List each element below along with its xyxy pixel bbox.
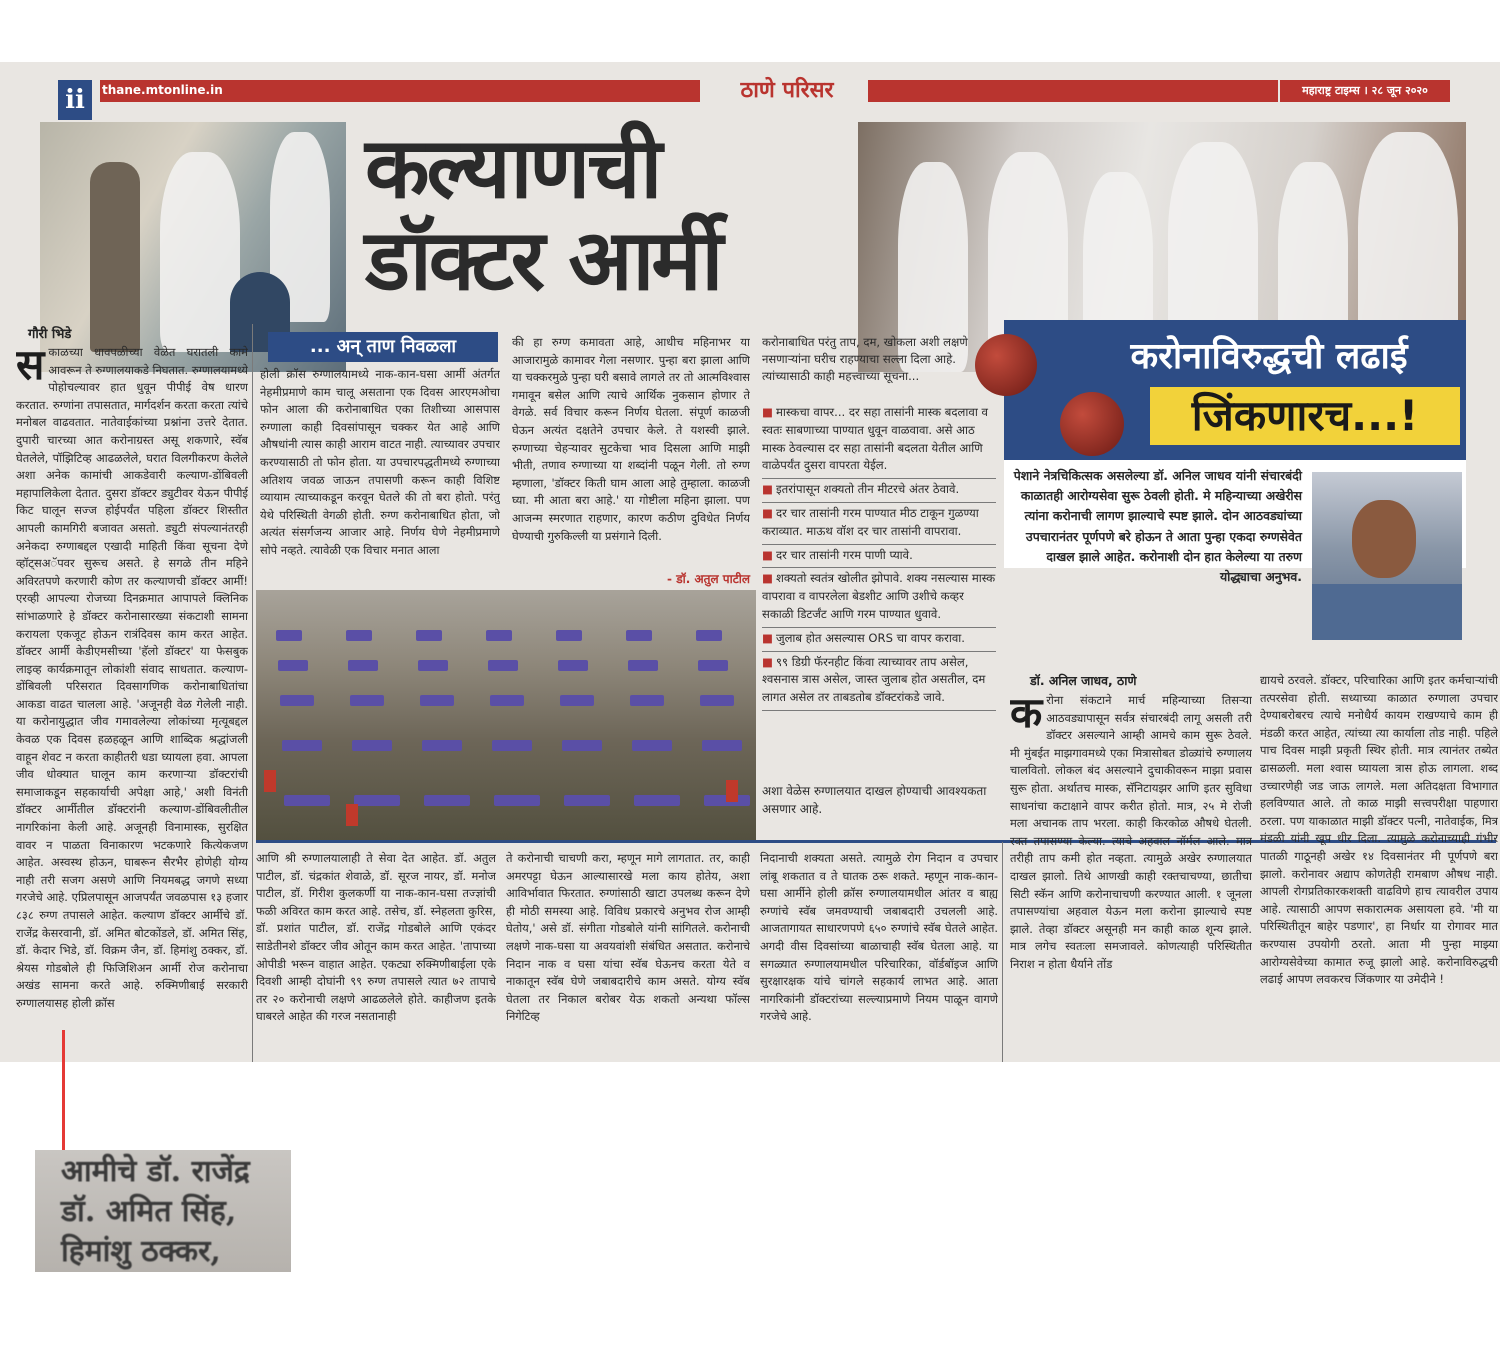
ward-bed bbox=[560, 695, 594, 706]
tip-item: ■ शक्यतो स्वतंत्र खोलीत झोपावे. शक्य नसल्यास मास्क वापरावा व वापरलेला बेडशीट आणि उशीचे कव्हर सकाळी डिटर्जंट आणि गरम पाण्यात धुवावे. bbox=[762, 568, 996, 627]
headline-line-1: कल्याणची bbox=[365, 119, 660, 217]
zoom-inset bbox=[35, 1150, 291, 1272]
ward-bed bbox=[626, 630, 652, 641]
ward-bed bbox=[556, 630, 582, 641]
sidebar-intro: पेशाने नेत्रचिकित्सक असलेल्या डॉ. अनिल जाधव यांनी संचारबंदी काळातही आरोग्यसेवा सुरू ठेवली होती. मे महिन्याच्या अखेरीस त्यांना करोनाची लागण झाल्याचे स्पष्ट झाले. दोन आठवड्यांच्या उपचारानंतर पूर्णपणे बरे होऊन ते आता पुन्हा एकदा रुग्णसेवेत दाखल झाले आहेत. करोनाशी दोन हात केलेल्या या तरुण योद्ध्याचा अनुभव. bbox=[1013, 468, 1302, 585]
sidebar-title-2: जिंकणारच...! bbox=[1150, 387, 1460, 445]
inset-column-a: होली क्रॉस रुग्णालयामध्ये नाक-कान-घसा आर्मी अंतर्गत नेहमीप्रमाणे काम चालू असताना एक दिवस आरएमओचा फोन आला की करोनाबाधित एका तिशीच्या आसपास रुग्णाला काही दिवसांपासून चक्कर येत आहे आणि औषधांनी त्यास काही आराम वाटत नाही. त्याच्यावर उपचार करण्यासाठी तो फोन होता. या उपचारपद्धतीमध्ये रुग्णाच्या अतिशय जवळ जाऊन तपासणी करून काही विशिष्ट व्यायाम त्याच्याकडून करवून घेतले की तो बरा होतो. परंतु येथे परिस्थिती वेगळी होती. रुग्ण करोनाबाधित होता, जो अत्यंत संसर्गजन्य आजार आहे. निर्णय घेणे नेहमीप्रमाणे सोपे नव्हते. त्यावेळी एक विचार मनात आला bbox=[260, 367, 500, 557]
sidebar-column-1 bbox=[1010, 692, 1252, 1062]
article-byline: गौरी भिडे bbox=[28, 327, 72, 342]
tip-item: ■ दर चार तासांनी गरम पाणी प्यावे. bbox=[762, 545, 996, 569]
ward-bed bbox=[280, 695, 314, 706]
ward-bed bbox=[422, 740, 462, 751]
ward-bed bbox=[352, 740, 392, 751]
dropcap: स bbox=[16, 344, 45, 389]
site-url: thane.mtonline.in bbox=[102, 83, 223, 97]
photo-dr-anil-jadhav bbox=[1312, 472, 1462, 640]
tips-list bbox=[762, 402, 996, 711]
dateline: महाराष्ट्र टाइम्स । २८ जून २०२० bbox=[1280, 80, 1450, 102]
headline bbox=[365, 119, 865, 309]
sidebar-byline: डॉ. अनिल जाधव, ठाणे bbox=[1030, 673, 1137, 688]
inset-subhead: ... अन् ताण निवळला bbox=[268, 332, 498, 362]
callout-line bbox=[62, 1030, 65, 1150]
article-column-2: आणि श्री रुग्णालयालाही ते सेवा देत आहेत. डॉ. अतुल पाटील, डॉ. चंद्रकांत शेवाळे, डॉ. सूरज नायर, डॉ. मनोज पाटील, डॉ. गिरीश कुलकर्णी या नाक-कान-घसा तज्ज्ञांची फळी अविरत काम करत आहे. तसेच, डॉ. स्नेहलता कुरिस, डॉ. प्रशांत पाटील, डॉ. राजेंद्र गोडबोले आणि एकंदर साडेतीनशे डॉक्टर जीव ओतून काम करत आहेत. 'तापाच्या ओपीडी भरून वाहात आहेत. एकट्या रुक्मिणीबाईला एके दिवशी आम्ही दोघांनी ९९ रुग्ण तपासले त्यात ७२ तापाचे तर २० करोनाची लक्षणे आढळलेले होते. काहीजण इतके घाबरले आहेत की गरज नसतानाही bbox=[256, 851, 496, 1024]
ward-bed bbox=[490, 695, 524, 706]
sidebar-col1-text: रोना संकटाने मार्च महिन्याच्या तिसऱ्या आठवड्यापासून सर्वत्र संचारबंदी लागू असली तरी डॉक्टर असल्याने आम्ही आमचे काम सुरू ठेवले. मी मुंबईत माझगावमध्ये एका मित्रासोबत डोळ्यांचे रुग्णालय चालवितो. लोकल बंद असल्याने दुचाकीवरून माझा प्रवास सुरू होता. अर्थातच मास्क, सॅनिटायझर आणि इतर सुविधा साधनांचा कटाक्षाने वापर करीत होतो. मात्र, २५ मे रोजी मला अचानक ताप भरला. काही किरकोळ औषधे घेतली. रक्त तपासण्या केल्या. त्याचे अहवाल नॉर्मल आले. मात्र तरीही ताप कमी होत नव्हता. त्यामुळे अखेर रुग्णालयात दाखल झालो. तिथे आणखी काही रक्तचाचण्या, छातीचा सिटी स्कॅन आणि करोनाचाचणी करण्यात आली. १ जूनला तपासण्यांचा अहवाल येऊन मला करोना झाल्याचे स्पष्ट झाले. तेव्हा डॉक्टर असूनही मन काही काळ शून्य झाले. मात्र लगेच स्वतःला समजावले. कोणत्याही परिस्थितीत निराश न होता धैर्याने तोंड bbox=[1010, 693, 1252, 971]
ward-bed bbox=[564, 795, 610, 806]
ward-bed bbox=[278, 660, 308, 671]
tip-item: ■ इतरांपासून शक्यतो तीन मीटरचे अंतर ठेवावे. bbox=[762, 479, 996, 503]
ward-bed bbox=[702, 740, 742, 751]
ward-bed bbox=[276, 630, 302, 641]
page-number: ii bbox=[58, 80, 92, 120]
ward-bed bbox=[696, 630, 722, 641]
ward-bed bbox=[416, 630, 442, 641]
article-column-1 bbox=[16, 344, 248, 1062]
ward-bed bbox=[630, 695, 664, 706]
sidebar-title-1: करोनाविरुद्धची लढाई bbox=[1130, 336, 1408, 377]
ward-bed bbox=[562, 740, 602, 751]
ward-bed bbox=[284, 795, 330, 806]
tips-intro: करोनाबाधित परंतु ताप, दम, खोकला अशी लक्षणे नसणाऱ्यांना घरीच राहण्याचा सल्ला दिला आहे. त्यांच्यासाठी काही महत्त्वाच्या सूचना... bbox=[762, 335, 968, 383]
ward-bed bbox=[282, 740, 322, 751]
photo-covid-ward bbox=[256, 590, 756, 840]
ward-bed bbox=[418, 660, 448, 671]
virus-icon bbox=[1060, 392, 1124, 456]
ward-bed bbox=[494, 795, 540, 806]
headline-line-2: डॉक्टर आर्मी bbox=[365, 211, 721, 309]
ward-chair bbox=[264, 770, 276, 792]
ward-bed bbox=[424, 795, 470, 806]
zoom-line-2: डॉ. अमित सिंह, bbox=[61, 1194, 237, 1229]
ward-bed bbox=[350, 695, 384, 706]
ward-bed bbox=[348, 660, 378, 671]
ward-bed bbox=[634, 795, 680, 806]
column-rule bbox=[252, 324, 253, 1062]
article-column-3: ते करोनाची चाचणी करा, म्हणून मागे लागतात. तर, काही अमरपट्टा घेऊन आल्यासारखे मला काय होतेय, अशा आविर्भावात फिरतात. रुग्णांसाठी खाटा उपलब्ध करून देणे ही मोठी समस्या आहे. विविध प्रकारचे अनुभव रोज आम्ही घेतोय,' असे डॉ. संगीता गोडबोले यांनी सांगितले. करोनाची लक्षणे नाक-घसा या अवयवांशी संबंधित असतात. करोनाचे निदान नाक व घसा यांचा स्वॅब घेऊनच करता येते व नाकातून स्वॅब घेणे जबाबदारीचे काम असते. योग्य स्वॅब घेतला तर निकाल बरोबर येऊ शकतो अन्यथा फॉल्स निगेटिव्ह bbox=[506, 851, 750, 1024]
header-bar-right bbox=[868, 80, 1278, 102]
sidebar-column-2: द्यायचे ठरवले. डॉक्टर, परिचारिका आणि इतर कर्मचाऱ्यांची तत्परसेवा होती. सध्याच्या काळात रुग्णाला उपचार देण्याबरोबरच त्याचे मनोधैर्य कायम राखण्याचे काम ही मंडळी करत आहेत, त्यांच्या त्या कार्याला तोड नाही. पहिले पाच दिवस माझी प्रकृती स्थिर होती. मात्र त्यानंतर तब्येत ढासळली. मला श्वास घ्यायला त्रास होऊ लागला. शब्द उच्चारणेही जड जाऊ लागले. मला अतिदक्षता विभागात हलविण्यात आले. तो काळ माझी सत्त्वपरीक्षा पाहणारा ठरला. पण याकाळात माझी डॉक्टर पत्नी, नातेवाईक, मित्र मंडळी यांनी खूप धीर दिला. त्यामुळे करोनाच्याही गंभीर पातळी गाठूनही अखेर १४ दिवसानंतर मी पूर्णपणे बरा झालो. करोनावर अद्याप कोणतेही रामबाण औषध नाही. आपली रोगप्रतिकारकशक्ती वाढविणे हाच त्यावरील उपाय आहे. त्यासाठी आपण सकारात्मक असायला हवे. 'मी या परिस्थितीतून बाहेर पडणार', हा निर्धार या रोगावर मात करण्यास उपयोगी ठरतो. आता मी पुन्हा माझ्या आरोग्यसेवेच्या कामात रुजू झालो आहे. करोनाविरुद्धची लढाई आपण लवकरच जिंकणार या उमेदीने ! bbox=[1260, 673, 1498, 987]
inset-credit: - डॉ. अतुल पाटील bbox=[667, 572, 750, 586]
ward-bed bbox=[558, 660, 588, 671]
virus-icon bbox=[975, 334, 1037, 396]
tip-item: ■ ९९ डिग्री फॅरनहीट किंवा त्याच्यावर ताप असेल, श्वसनास त्रास असेल, जास्त जुलाब होत असतील, दम लागत असेल तर ताबडतोब डॉक्टरांकडे जावे. bbox=[762, 652, 996, 711]
zoom-line-3: हिमांशु ठक्कर, bbox=[61, 1234, 221, 1269]
tip-item: ■ जुलाब होत असल्यास ORS चा वापर करावा. bbox=[762, 628, 996, 652]
dropcap: क bbox=[1010, 692, 1043, 737]
section-title: ठाणे परिसर bbox=[740, 78, 834, 103]
ward-bed bbox=[698, 660, 728, 671]
ward-bed bbox=[632, 740, 672, 751]
article-col1-text: काळच्या धावपळीच्या वेळेत घरातली कामे आवरून ते रुग्णालयाकडे निघतात. रुग्णालयामध्ये पोहोचल्यावर हात धुवून पीपीई वेष धारण करतात. रुग्णांना तपासतात, मार्गदर्शन करता करता त्यांचे मनोबल वाढवतात. नातेवाईकांच्या प्रश्नांना उत्तरे देतात. दुपारी चारच्या आत करोनाग्रस्त असू शकणारे, स्वॅब घेतलेले, पॉझिटिव्ह आढळलेले, घरात विलगीकरण केलेले अशा अनेक कामांची आकडेवारी कल्याण-डोंबिवली महापालिकेला देतात. दुसरा डॉक्टर ड्युटीवर येऊन पीपीई किट घालून सज्ज होईपर्यंत पहिला डॉक्टर शिस्तीत आपली कामगिरी बजावत असतो. ड्युटी संपल्यानंतरही अनेकदा रुग्णाबद्दल एखादी माहिती किंवा सूचना देणे व्हॉट्सअॅपवर सुरूच असते. हे सगळे तीन महिने अविरतपणे करणारी कोण तर कल्याणची डॉक्टर आर्मी! एरव्ही आपल्या रोजच्या दिनक्रमात आपापले क्लिनिक सांभाळणारे हे डॉक्टर करोनासारख्या संकटाशी सामना करायला एकजूट होऊन रात्रंदिवस काम करत आहेत. डॉक्टर आर्मी केडीएमसीच्या 'हॅलो डॉक्टर' या फेसबुक लाइव्ह कार्यक्रमातून लोकांशी संवाद साधतात. कल्याण-डोंबिवली परिसरात दिवसागणिक करोनाबाधितांचा आकडा वाढत चालला आहे. 'अजूनही वेळ गेलेली नाही. या करोनायुद्धात जीव गमावलेल्या लोकांच्या मृत्यूबद्दल केवळ एक दिवस हळहळून आणि शाब्दिक श्रद्धांजली वाहून शेवट न करता काहीतरी धडा घ्यायला हवा. आपला जीव धोक्यात घालून काम करणाऱ्या डॉक्टरांची समाजाकडून सहकार्याची अपेक्षा आहे,' अशी विनंती डॉक्टर आर्मीतील डॉक्टरांनी कल्याण-डोंबिवलीतील नागरिकांना केली आहे. अजूनही विनामास्क, सुरक्षित वावर न पाळता विनाकारण भटकणारे कित्येकजण आहेत. अस्वस्थ होऊन, घाबरून सैरभैर होणेही योग्य नाही तरी सजग असणे आणि नियमबद्ध जगणे सध्या गरजेचे आहे. एप्रिलपासून आजपर्यंत जवळपास १३ हजार ८३८ रुग्ण तपासले आहेत. कल्याण डॉक्टर आर्मीचे डॉ. राजेंद्र केसरवानी, डॉ. अमित बोटकोंडले, डॉ. अमित सिंह, डॉ. केदार भिडे, डॉ. विक्रम जैन, डॉ. हिमांशु ठक्कर, डॉ. श्रेयस गोडबोले ही फिजिशिअन आर्मी रोज करोनाचा अखंड सामना करते आहे. रुक्मिणीबाई सरकारी रुग्णालयासह होली क्रॉस bbox=[16, 345, 248, 1010]
ward-bed bbox=[492, 740, 532, 751]
ward-bed bbox=[354, 795, 400, 806]
inset-column-b: की हा रुग्ण कमावता आहे, आधीच महिनाभर या आजारामुळे कामावर गेला नसणार. पुन्हा बरा झाला आणि या चक्करमुळे पुन्हा घरी बसावे लागले तर तो आत्मविश्वास गमावून बसेल आणि त्याचे आर्थिक नुकसान होणार ते वेगळे. सर्व विचार करून निर्णय घेतला. संपूर्ण काळजी घेऊन अत्यंत दक्षतेने उपचार केले. ते यशस्वी झाले. रुग्णाच्या चेहऱ्यावर सुटकेचा भाव दिसला आणि माझी भीती, तणाव रुग्णाच्या या शब्दांनी पळून गेली. तो रुग्ण म्हणाला, 'डॉक्टर किती घाम आला आहे तुम्हाला. काळजी घ्या. मी आता बरा आहे.' या गोष्टीला महिना झाला. पण आजन्म स्मरणात राहणार, कारण कठीण दुविधेत निर्णय घेण्याची गुरुकिल्ली या प्रसंगाने दिली. bbox=[512, 335, 750, 543]
column-rule bbox=[1002, 842, 1003, 1062]
tip-item: ■ मास्कचा वापर... दर सहा तासांनी मास्क बदलावा व स्वतः साबणाच्या पाण्यात धुवून वाळवावा. असे आठ मास्क ठेवल्यास दर सहा तासांनी बदलता येतील आणि वाळेपर्यंत दुसरा वापरता येईल. bbox=[762, 402, 996, 479]
ward-bed bbox=[486, 630, 512, 641]
ward-bed bbox=[700, 695, 734, 706]
ward-bed bbox=[420, 695, 454, 706]
ward-chair bbox=[726, 780, 738, 802]
zoom-line-1: आमीचे डॉ. राजेंद्र bbox=[61, 1154, 250, 1189]
tip-item: ■ दर चार तासांनी गरम पाण्यात मीठ टाकून गुळण्या कराव्यात. माऊथ वॉश दर चार तासांनी वापरावा. bbox=[762, 503, 996, 545]
ward-chair bbox=[346, 804, 358, 826]
tips-final: अशा वेळेस रुग्णालयात दाखल होण्याची आवश्यकता असणार आहे. bbox=[762, 784, 987, 816]
article-column-4: निदानाची शक्यता असते. त्यामुळे रोग निदान व उपचार लांबू शकतात व ते घातक ठरू शकते. म्हणून नाक-कान-घसा आर्मीने होली क्रॉस रुग्णालयामधील आंतर व बाह्य रुग्णांचे स्वॅब जमवण्याची जबाबदारी उचलली आहे. आजतागायत साधारणपणे ६५० रुग्णांचे स्वॅब घेतले आहेत. अगदी वीस दिवसांच्या बाळाचाही स्वॅब घेतला आहे. या सगळ्यात रुग्णालयामधील परिचारिका, वॉर्डबॉइज आणि सुरक्षारक्षक यांचे चांगले सहकार्य लाभत आहे. आता नागरिकांनी डॉक्टरांच्या सल्ल्याप्रमाणे नियम पाळून वागणे गरजेचे आहे. bbox=[760, 851, 998, 1024]
ward-bed bbox=[488, 660, 518, 671]
ward-bed bbox=[628, 660, 658, 671]
newspaper-page bbox=[0, 62, 1500, 1062]
ward-bed bbox=[346, 630, 372, 641]
zoom-text bbox=[61, 1152, 250, 1272]
